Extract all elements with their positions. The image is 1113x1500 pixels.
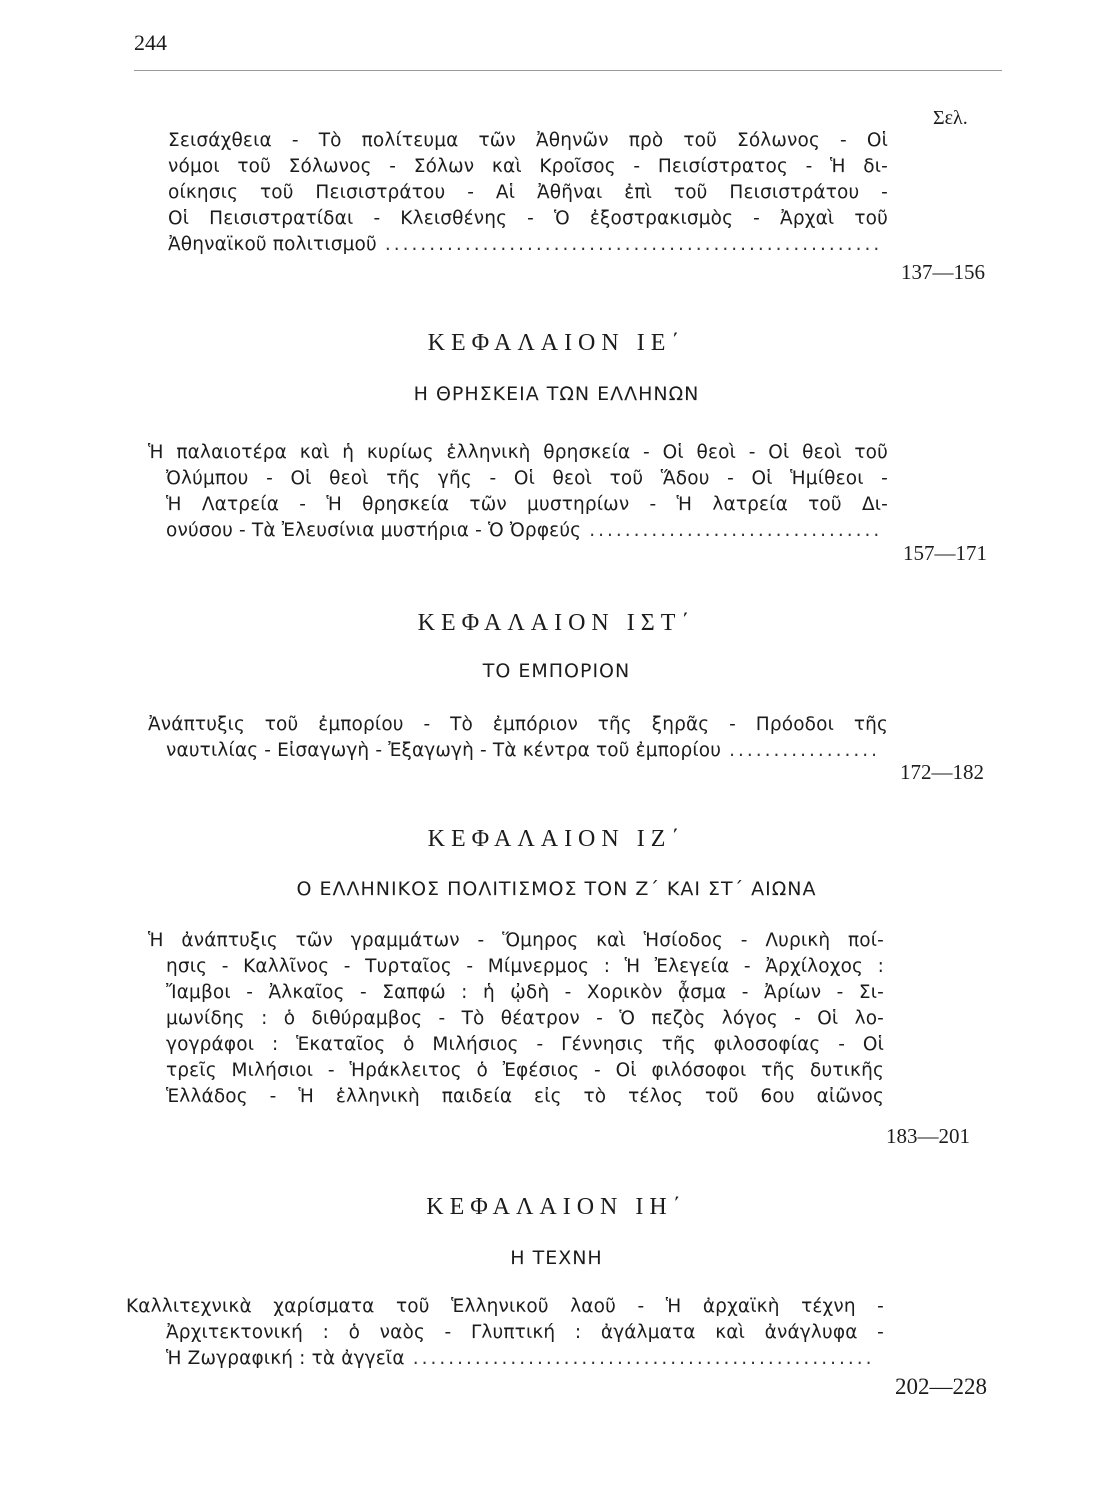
toc-entry-3 [148, 928, 884, 1110]
entry-line: τρεῖς Μιλήσιοι - Ἡράκλειτος ὁ Ἐφέσιος - Οἱ φιλόσοφοι τῆς δυτικῆς [166, 1060, 884, 1081]
toc-entry-4 [126, 1294, 884, 1372]
toc-entry-0 [168, 128, 888, 258]
entry-line: Ἡ Λατρεία - Ἡ θρησκεία τῶν μυστηρίων - Ἡ λατρεία τοῦ Δι- [166, 494, 888, 515]
dot-leader [413, 1346, 874, 1372]
entry-line: ησις - Καλλῖνος - Τυρταῖος - Μίμνερμος : Ἡ Ἐλεγεία - Ἀρχίλοχος : [166, 956, 884, 977]
page-range: 157—171 [903, 541, 987, 565]
entry-last-line: ναυτιλίας - Εἰσαγωγὴ - Ἐξαγωγὴ - Τὰ κέντρα τοῦ ἐμπορίου [166, 740, 722, 761]
chapter-heading: ΚΕΦΑΛΑΙΟΝ ΙΖ΄ [427, 826, 686, 852]
dot-leader [385, 232, 878, 258]
header-rule [134, 70, 1002, 71]
entry-line: Ἴαμβοι - Ἀλκαῖος - Σαπφώ : ἡ ᾠδὴ - Χορικὸν ᾆσμα - Ἀρίων - Σι- [166, 982, 884, 1003]
toc-entry-1 [148, 440, 888, 544]
dot-leader [729, 738, 878, 764]
entry-last-line: Ἡ Ζωγραφική : τὰ ἀγγεῖα [166, 1348, 405, 1369]
chapter-title: Η ΘΡΗΣΚΕΙΑ ΤΩΝ ΕΛΛΗΝΩΝ [413, 383, 700, 405]
entry-line: Καλλιτεχνικὰ χαρίσματα τοῦ Ἑλληνικοῦ λαοῦ - Ἡ ἀρχαϊκὴ τέχνη - [126, 1296, 884, 1317]
page-column-label: Σελ. [933, 107, 968, 129]
toc-entry-2 [148, 712, 888, 764]
entry-line: μωνίδης : ὁ διθύραμβος - Τὸ θέατρον - Ὁ πεζὸς λόγος - Οἱ λο- [166, 1008, 884, 1029]
page-range: 183—201 [886, 1124, 970, 1148]
dot-leader [589, 518, 878, 544]
entry-line: νόμοι τοῦ Σόλωνος - Σόλων καὶ Κροῖσος - Πεισίστρατος - Ἡ δι- [168, 156, 888, 177]
chapter-title: Ο ΕΛΛΗΝΙΚΟΣ ΠΟΛΙΤΙΣΜΟΣ ΤΟΝ Ζ΄ ΚΑΙ ΣΤ΄ ΑΙΩΝΑ [296, 878, 817, 900]
entry-line: Ἀρχιτεκτονική : ὁ ναὸς - Γλυπτική : ἀγάλματα καὶ ἀνάγλυφα - [166, 1322, 884, 1343]
chapter-heading: ΚΕΦΑΛΑΙΟΝ ΙΕ΄ [427, 330, 686, 356]
page-number: 244 [134, 30, 167, 55]
chapter-title: Η ΤΕΧΝΗ [510, 1247, 603, 1269]
entry-line: Ἀνάπτυξις τοῦ ἐμπορίου - Τὸ ἐμπόριον τῆς ξηρᾶς - Πρόοδοι τῆς [148, 714, 888, 735]
entry-line: οίκησις τοῦ Πεισιστράτου - Αἱ Ἀθῆναι ἐπὶ τοῦ Πεισιστράτου - [168, 182, 888, 203]
chapter-heading: ΚΕΦΑΛΑΙΟΝ ΙΣΤ΄ [417, 610, 696, 636]
entry-line: Ἡ ἀνάπτυξις τῶν γραμμάτων - Ὅμηρος καὶ Ἡσίοδος - Λυρικὴ ποί- [148, 930, 884, 951]
entry-last-line: Ἀθηναϊκοῦ πολιτισμοῦ [168, 234, 377, 255]
entry-line: Σεισάχθεια - Τὸ πολίτευμα τῶν Ἀθηνῶν πρὸ τοῦ Σόλωνος - Οἱ [168, 130, 888, 151]
entry-line: Ὀλύμπου - Οἱ θεοὶ τῆς γῆς - Οἱ θεοὶ τοῦ Ἅδου - Οἱ Ἡμίθεοι - [166, 468, 888, 489]
entry-last-line: ονύσου - Τὰ Ἐλευσίνια μυστήρια - Ὁ Ὀρφεύς [166, 520, 582, 541]
entry-line: Ἡ παλαιοτέρα καὶ ἡ κυρίως ἑλληνικὴ θρησκεία - Οἱ θεοὶ - Οἱ θεοὶ τοῦ [148, 442, 888, 463]
page-range: 137—156 [901, 260, 985, 284]
chapter-title: ΤΟ ΕΜΠΟΡΙΟΝ [482, 660, 631, 682]
page-range: 202—228 [895, 1374, 987, 1399]
page-range: 172—182 [900, 760, 984, 784]
entry-line: γογράφοι : Ἑκαταῖος ὁ Μιλήσιος - Γέννησις τῆς φιλοσοφίας - Οἱ [166, 1034, 884, 1055]
entry-last-line: Ἑλλάδος - Ἡ ἑλληνικὴ παιδεία εἰς τὸ τέλος τοῦ 6ου αἰῶνος [166, 1086, 884, 1107]
chapter-heading: ΚΕΦΑΛΑΙΟΝ ΙΗ΄ [426, 1194, 687, 1220]
entry-line: Οἱ Πεισιστρατίδαι - Κλεισθένης - Ὁ ἐξοστρακισμὸς - Ἀρχαὶ τοῦ [168, 208, 888, 229]
